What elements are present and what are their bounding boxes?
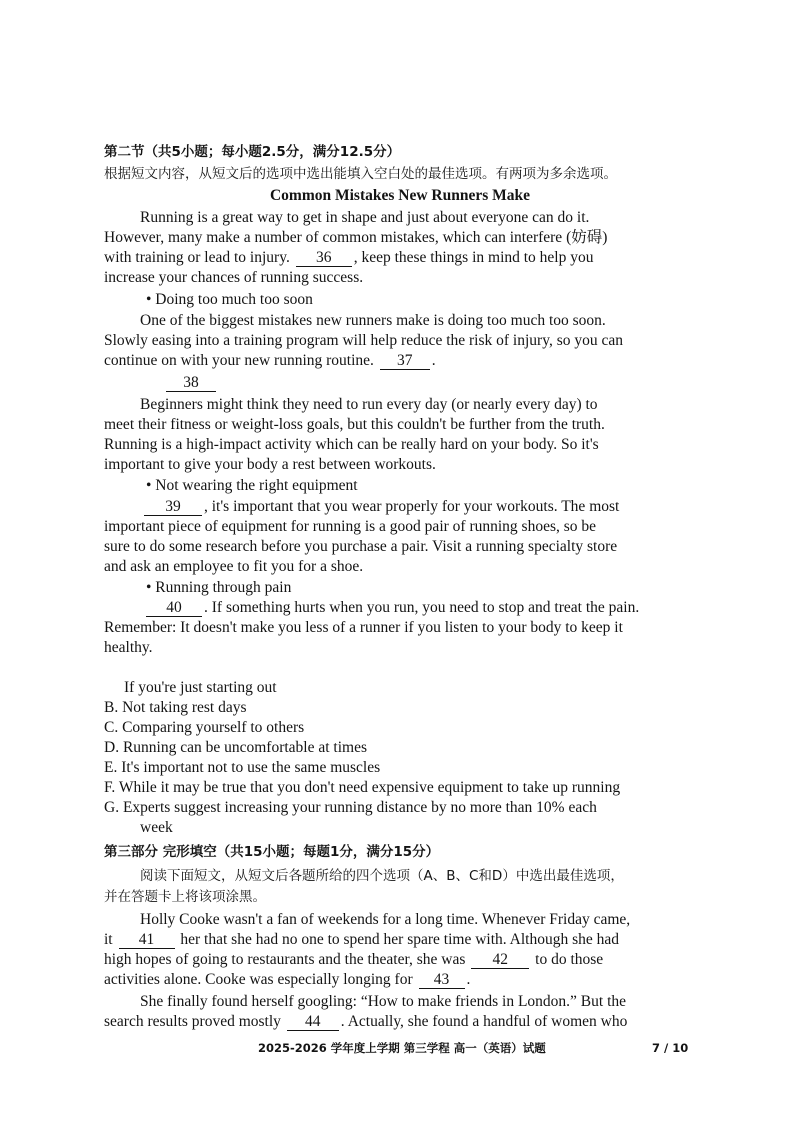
p1-line4: increase your chances of running success. [104,269,364,286]
section3-header: 第三部分 完形填空（共15小题；每题1分，满分15分） [104,844,440,860]
bullet-equipment: • Not wearing the right equipment [146,477,358,494]
bullet-too-much: • Doing too much too soon [146,291,313,308]
blank-38[interactable]: 38 [166,374,216,392]
blank-42[interactable]: 42 [471,951,529,969]
option-c: C. Comparing yourself to others [104,719,305,736]
cloze-p1-line2-start: it [104,931,113,948]
option-g-line1: G. Experts suggest increasing your running distance by no more than 10% each [104,799,597,816]
p5-line2: Remember: It doesn't make you less of a runner if you listen to your body to keep it [104,619,623,636]
p1-line3-end: , keep these things in mind to help you [353,249,594,266]
cloze-p1-line1: Holly Cooke wasn't a fan of weekends for a long time. Whenever Friday came, [140,911,631,928]
blank-36[interactable]: 36 [296,249,352,267]
section2-instruction: 根据短文内容，从短文后的选项中选出能填入空白处的最佳选项。有两项为多余选项。 [104,166,617,182]
p3-line4: important to give your body a rest between workouts. [104,456,436,473]
cloze-p2-line2-end: . Actually, she found a handful of women who [340,1013,628,1030]
cloze-p2-line2-start: search results proved mostly [104,1013,281,1030]
footer-title: 2025-2026 学年度上学期 第三学程 高一（英语）试题 [258,1041,546,1055]
cloze-p1-line2 [104,930,619,950]
cloze-p1-line3-end: to do those [535,951,604,968]
p2-line3-text: continue on with your new running routine. [104,352,374,369]
bullet-pain: • Running through pain [146,579,292,596]
section3-instruction-2: 并在答题卡上将该项涂黑。 [104,889,266,905]
p1-line3-start: with training or lead to injury. [104,249,290,266]
p2-line2: Slowly easing into a training program will help reduce the risk of injury, so you can [104,332,623,349]
p1-line3 [104,248,594,268]
option-d: D. Running can be uncomfortable at times [104,739,368,756]
p3-line2: meet their fitness or weight-loss goals, but this couldn't be further from the truth. [104,416,605,433]
p1-line1: Running is a great way to get in shape and just about everyone can do it. [140,209,590,226]
passage-title: Common Mistakes New Runners Make [269,187,531,204]
blank-40[interactable]: 40 [146,599,202,617]
page-number: 7 / 10 [652,1041,689,1055]
cloze-p1-line4-start: activities alone. Cooke was especially longing for [104,971,413,988]
cloze-p2-line2 [104,1012,627,1032]
p4-line3: sure to do some research before you purchase a pair. Visit a running specialty store [104,538,618,555]
p2-line1: One of the biggest mistakes new runners make is doing too much too soon. [140,312,606,329]
p3-line3: Running is a high-impact activity which can be really hard on your body. So it's [104,436,599,453]
section3-instruction-1: 阅读下面短文，从短文后各题所给的四个选项（A、B、C和D）中选出最佳选项， [140,868,624,884]
p5-line3: healthy. [104,639,153,656]
p1-line2: However, many make a number of common mistakes, which can interfere (妨碍) [104,229,608,246]
option-b: B. Not taking rest days [104,699,247,716]
option-a: If you're just starting out [124,679,277,696]
cloze-p1-line3-start: high hopes of going to restaurants and the theater, she was [104,951,466,968]
blank-39[interactable]: 39 [144,498,202,516]
cloze-p1-line4 [104,970,470,990]
blank-44[interactable]: 44 [287,1013,339,1031]
p4-line1-text: , it's important that you wear properly for your workouts. The most [204,498,620,515]
cloze-p1-line4-end: . [466,971,471,988]
p4-line2: important piece of equipment for running is a good pair of running shoes, so be [104,518,597,535]
section2-header: 第二节（共5小题；每小题2.5分，满分12.5分） [104,144,401,160]
blank-41[interactable]: 41 [119,931,175,949]
p2-line3: continue on with your new running routine. 37 . [104,352,436,369]
blank-38-line [164,373,218,393]
p5-line1 [144,598,639,618]
option-f: F. While it may be true that you don't need expensive equipment to take up running [104,779,621,796]
cloze-p2-line1: She finally found herself googling: “How to make friends in London.” But the [140,993,627,1010]
option-e: E. It's important not to use the same muscles [104,759,381,776]
cloze-p1-line2-end: her that she had no one to spend her spare time with. Although she had [180,931,620,948]
blank-43[interactable]: 43 [419,971,465,989]
p3-line1: Beginners might think they need to run every day (or nearly every day) to [140,396,598,413]
blank-37[interactable]: 37 [380,352,430,370]
p4-line1 [142,497,619,517]
option-g-line2: week [140,819,173,836]
p5-line1-text: . If something hurts when you run, you need to stop and treat the pain. [204,599,640,616]
p4-line4: and ask an employee to fit you for a shoe. [104,558,364,575]
cloze-p1-line3 [104,950,603,970]
